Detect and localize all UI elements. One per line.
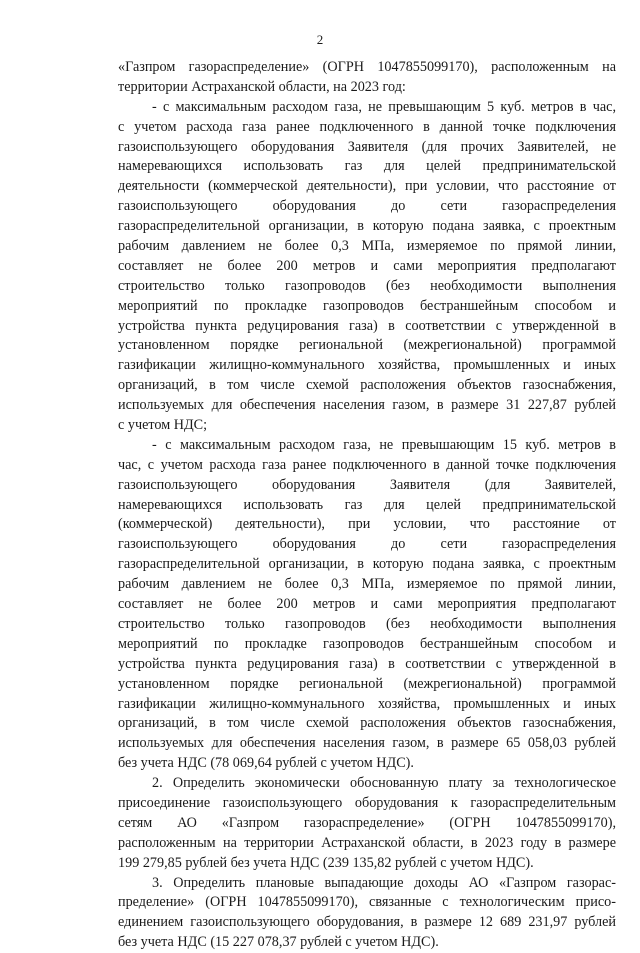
text-line: единением газоиспользующего оборудования, в размере 12 689 231,97 рублей <box>118 914 616 931</box>
text-line: намеревающихся использовать газ для целей предпринимательской <box>118 158 616 175</box>
document-body <box>118 58 616 953</box>
text-line: с учетом НДС; <box>118 417 208 434</box>
text-line: газораспределительной организации, в которую подана заявка, с проектным <box>118 218 616 235</box>
page-number: 2 <box>316 32 324 47</box>
text-line: газоиспользующего оборудования до сети газораспределения <box>118 198 616 215</box>
text-line: мероприятий по прокладке газопроводов бестраншейным способом и <box>118 297 616 314</box>
text-line: мероприятий по прокладке газопроводов бестраншейным способом и <box>118 635 616 652</box>
text-line: устройства пункта редуцирования газа) в соответствии с утвержденной в <box>118 655 616 672</box>
text-line: газоиспользующего оборудования Заявителя (для Заявителей, <box>118 476 616 493</box>
text-line: составляет не более 200 метров и сами мероприятия предполагают <box>118 257 616 274</box>
text-line: с учетом расхода газа ранее подключенного в данной точке подключения <box>118 118 616 135</box>
paragraph <box>118 98 616 436</box>
text-line: устройства пункта редуцирования газа) в соответствии с утвержденной в <box>118 317 616 334</box>
text-line: без учета НДС (78 069,64 рублей с учетом НДС). <box>118 755 414 772</box>
text-line: организаций, в том числе схемой расположения объектов газоснабжения, <box>118 377 616 394</box>
paragraph <box>118 874 616 953</box>
paragraph <box>118 436 616 774</box>
text-line: установленном порядке региональной (межрегиональной) программой <box>118 675 616 692</box>
paragraph <box>118 58 616 98</box>
paragraph <box>118 774 616 873</box>
text-line: газораспределительной организации, в которую подана заявка, с проектным <box>118 556 616 573</box>
text-line: намеревающихся использовать газ для целей предпринимательской <box>118 496 616 513</box>
text-line: территории Астраханской области, на 2023 год: <box>118 78 406 95</box>
text-line: газификации жилищно-коммунального хозяйства, промышленных и иных <box>118 695 616 712</box>
text-line: газоиспользующего оборудования Заявителя (для прочих Заявителей, не <box>118 138 616 155</box>
text-line: используемых для обеспечения населения газом, в размере 31 227,87 рублей <box>118 397 616 414</box>
text-line: 3. Определить плановые выпадающие доходы АО «Газпром газорас- <box>152 874 616 891</box>
text-line: - с максимальным расходом газа, не превышающим 5 куб. метров в час, <box>152 98 616 115</box>
text-line: сетям АО «Газпром газораспределение» (ОГРН 1047855099170), <box>118 814 616 831</box>
text-line: рабочим давлением не более 0,3 МПа, измеряемое по прямой линии, <box>118 576 616 593</box>
text-line: час, с учетом расхода газа ранее подключенного в данной точке подключения <box>118 456 616 473</box>
text-line: деятельности (коммерческой деятельности), при условии, что расстояние от <box>118 178 616 195</box>
text-line: используемых для обеспечения населения газом, в размере 65 058,03 рублей <box>118 735 616 752</box>
text-line: без учета НДС (15 227 078,37 рублей с учетом НДС). <box>118 934 439 951</box>
text-line: составляет не более 200 метров и сами мероприятия предполагают <box>118 596 616 613</box>
text-line: (коммерческой) деятельности), при условии, что расстояние от <box>118 516 616 533</box>
text-line: «Газпром газораспределение» (ОГРН 1047855099170), расположенным на <box>118 59 616 75</box>
text-line: рабочим давлением не более 0,3 МПа, измеряемое по прямой линии, <box>118 238 616 255</box>
text-line: расположенным на территории Астраханской области, в 2023 году в размере <box>118 834 616 851</box>
text-line: - с максимальным расходом газа, не превышающим 15 куб. метров в <box>152 436 616 453</box>
text-line: установленном порядке региональной (межрегиональной) программой <box>118 337 616 354</box>
text-line: строительство только газопроводов (без необходимости выполнения <box>118 277 616 294</box>
text-line: 199 279,85 рублей без учета НДС (239 135,82 рублей с учетом НДС). <box>118 854 534 871</box>
text-line: организаций, в том числе схемой расположения объектов газоснабжения, <box>118 715 616 732</box>
text-line: 2. Определить экономически обоснованную плату за технологическое <box>152 775 616 792</box>
text-line: газоиспользующего оборудования до сети газораспределения <box>118 536 616 553</box>
text-line: присоединение газоиспользующего оборудования к газораспределительным <box>118 794 616 811</box>
text-line: газификации жилищно-коммунального хозяйства, промышленных и иных <box>118 357 616 374</box>
text-line: строительство только газопроводов (без необходимости выполнения <box>118 615 616 632</box>
text-line: пределение» (ОГРН 1047855099170), связанные с технологическим присо- <box>118 894 616 911</box>
